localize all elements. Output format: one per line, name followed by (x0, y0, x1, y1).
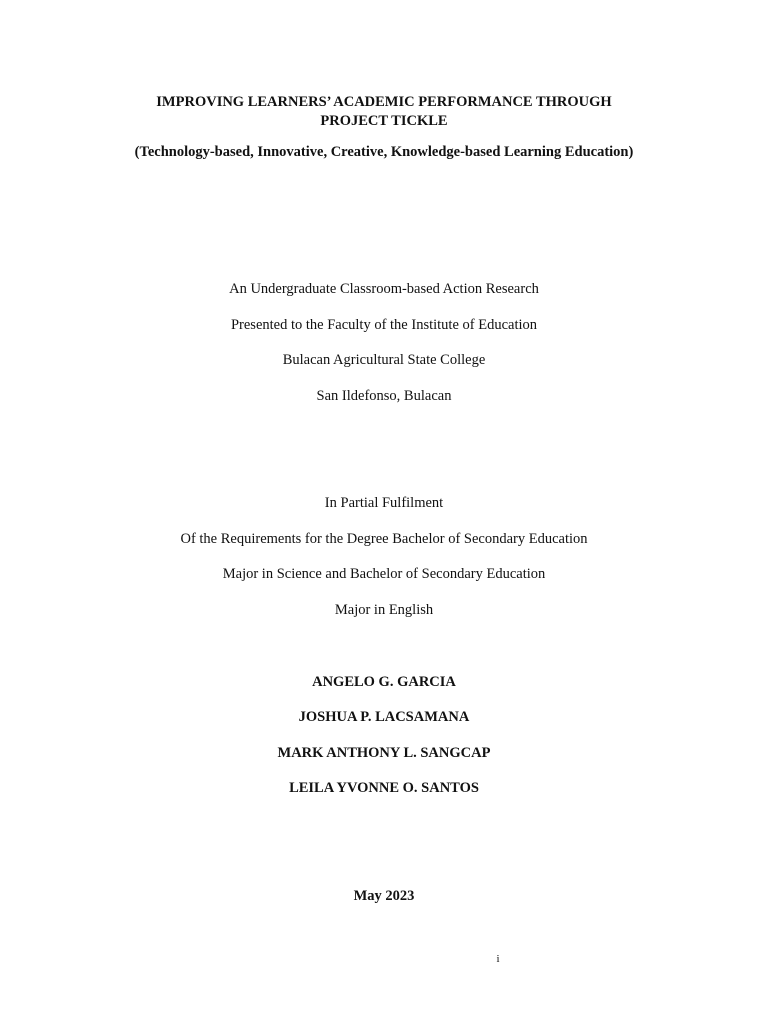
fulfilment-line: Of the Requirements for the Degree Bachelor of Secondary Education (180, 531, 588, 547)
presentation-line: An Undergraduate Classroom-based Action Research (229, 281, 539, 297)
author-name: LEILA YVONNE O. SANTOS (289, 780, 479, 796)
title-line-2: PROJECT TICKLE (320, 113, 448, 129)
submission-date: May 2023 (353, 888, 415, 904)
presentation-line: Presented to the Faculty of the Institute of Education (230, 317, 538, 333)
author-name: ANGELO G. GARCIA (312, 674, 456, 690)
page-number: i (496, 953, 500, 965)
fulfilment-line: In Partial Fulfilment (324, 495, 444, 511)
title-subtitle: (Technology-based, Innovative, Creative, Knowledge-based Learning Education) (134, 144, 634, 160)
title-line-1: IMPROVING LEARNERS’ ACADEMIC PERFORMANCE THROUGH (156, 94, 612, 110)
author-name: MARK ANTHONY L. SANGCAP (277, 745, 491, 761)
fulfilment-line: Major in Science and Bachelor of Secondary Education (222, 566, 546, 582)
author-name: JOSHUA P. LACSAMANA (298, 709, 470, 725)
presentation-line: San Ildefonso, Bulacan (316, 388, 452, 404)
presentation-line: Bulacan Agricultural State College (282, 352, 486, 368)
fulfilment-line: Major in English (334, 602, 434, 618)
